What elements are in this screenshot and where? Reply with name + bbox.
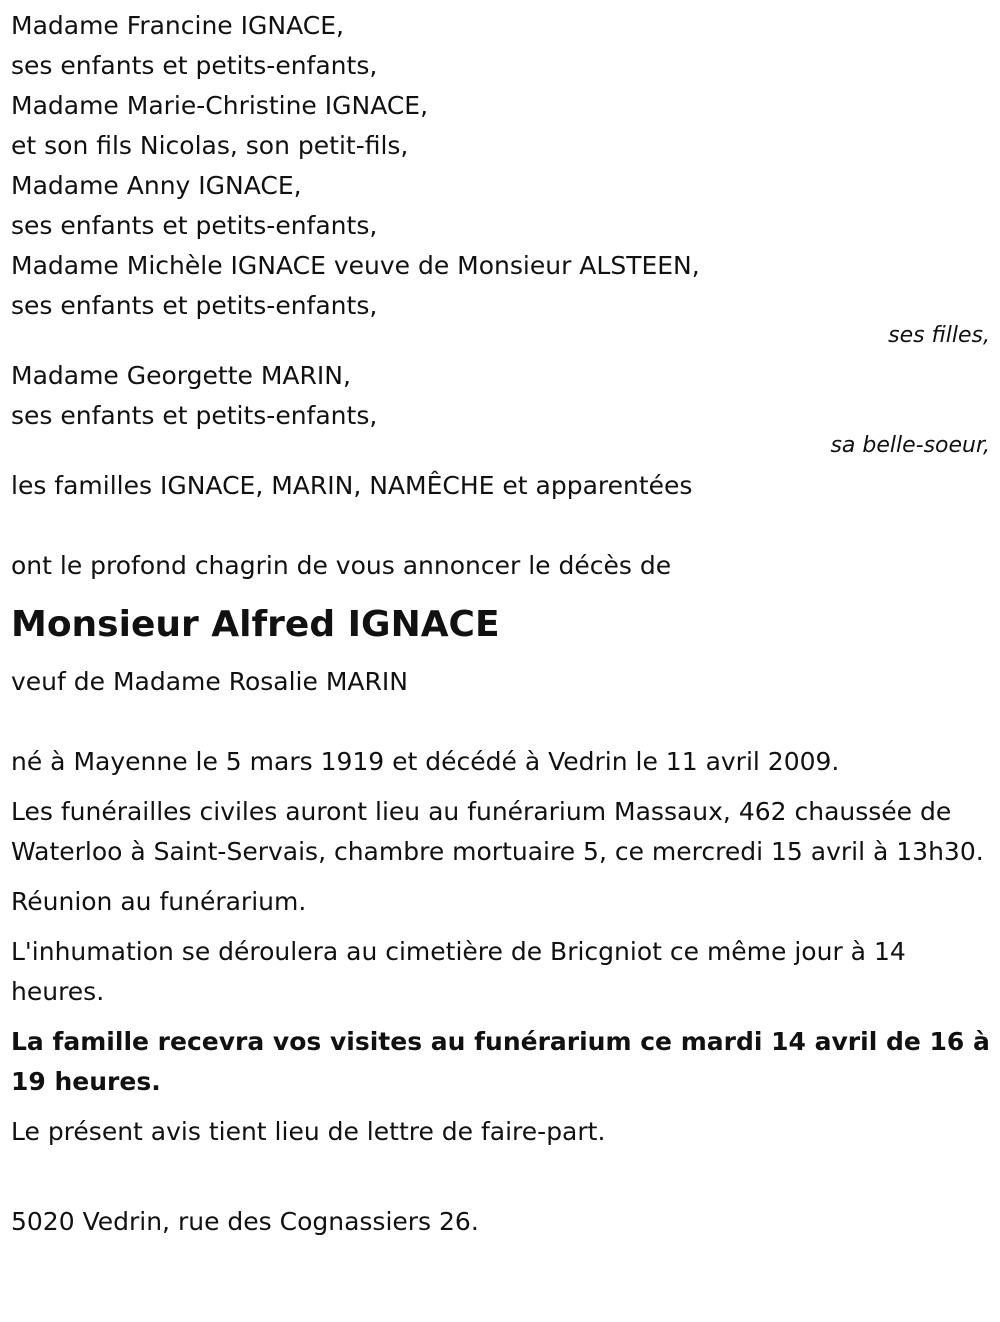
spacer xyxy=(11,1162,990,1202)
notice-text: Le présent avis tient lieu de lettre de faire-part. xyxy=(11,1117,606,1146)
family-group-daughters xyxy=(11,6,990,348)
family-line: ses enfants et petits-enfants, xyxy=(11,291,378,320)
family-line: Madame Francine IGNACE, xyxy=(11,11,344,40)
families-line: les familles IGNACE, MARIN, NAMÊCHE et apparentées xyxy=(11,471,693,500)
reunion-text: Réunion au funérarium. xyxy=(11,887,307,916)
spacer xyxy=(11,650,990,662)
funeral-details-text: Les funérailles civiles auront lieu au funérarium Massaux, 462 chaussée de Waterloo à Saint-Servais, chambre mortuaire 5, ce mercredi 15 avril à 13h30. xyxy=(11,797,984,866)
family-line: et son fils Nicolas, son petit-fils, xyxy=(11,131,409,160)
family-line: ses enfants et petits-enfants, xyxy=(11,51,378,80)
announcement-text: ont le profond chagrin de vous annoncer le décès de xyxy=(11,551,672,580)
family-line: ses enfants et petits-enfants, xyxy=(11,401,378,430)
family-line: Madame Georgette MARIN, xyxy=(11,361,351,390)
relation-label-sister-in-law: sa belle-soeur, xyxy=(830,433,990,458)
family-line: ses enfants et petits-enfants, xyxy=(11,211,378,240)
widower-of-text: veuf de Madame Rosalie MARIN xyxy=(11,667,408,696)
address-text: 5020 Vedrin, rue des Cognassiers 26. xyxy=(11,1207,479,1236)
spacer xyxy=(11,506,990,546)
relation-label-daughters: ses filles, xyxy=(888,323,990,348)
spacer xyxy=(11,702,990,742)
family-line: Madame Marie-Christine IGNACE, xyxy=(11,91,429,120)
spacer xyxy=(11,586,990,598)
family-line: Madame Anny IGNACE, xyxy=(11,171,302,200)
birth-death-text: né à Mayenne le 5 mars 1919 et décédé à Vedrin le 11 avril 2009. xyxy=(11,747,840,776)
deceased-name: Monsieur Alfred IGNACE xyxy=(11,604,500,645)
visits-text: La famille recevra vos visites au funérarium ce mardi 14 avril de 16 à 19 heures. xyxy=(11,1027,990,1096)
family-line: Madame Michèle IGNACE veuve de Monsieur ALSTEEN, xyxy=(11,251,700,280)
burial-text: L'inhumation se déroulera au cimetière de Bricgniot ce même jour à 14 heures. xyxy=(11,937,906,1006)
family-group-sister-in-law xyxy=(11,356,990,458)
